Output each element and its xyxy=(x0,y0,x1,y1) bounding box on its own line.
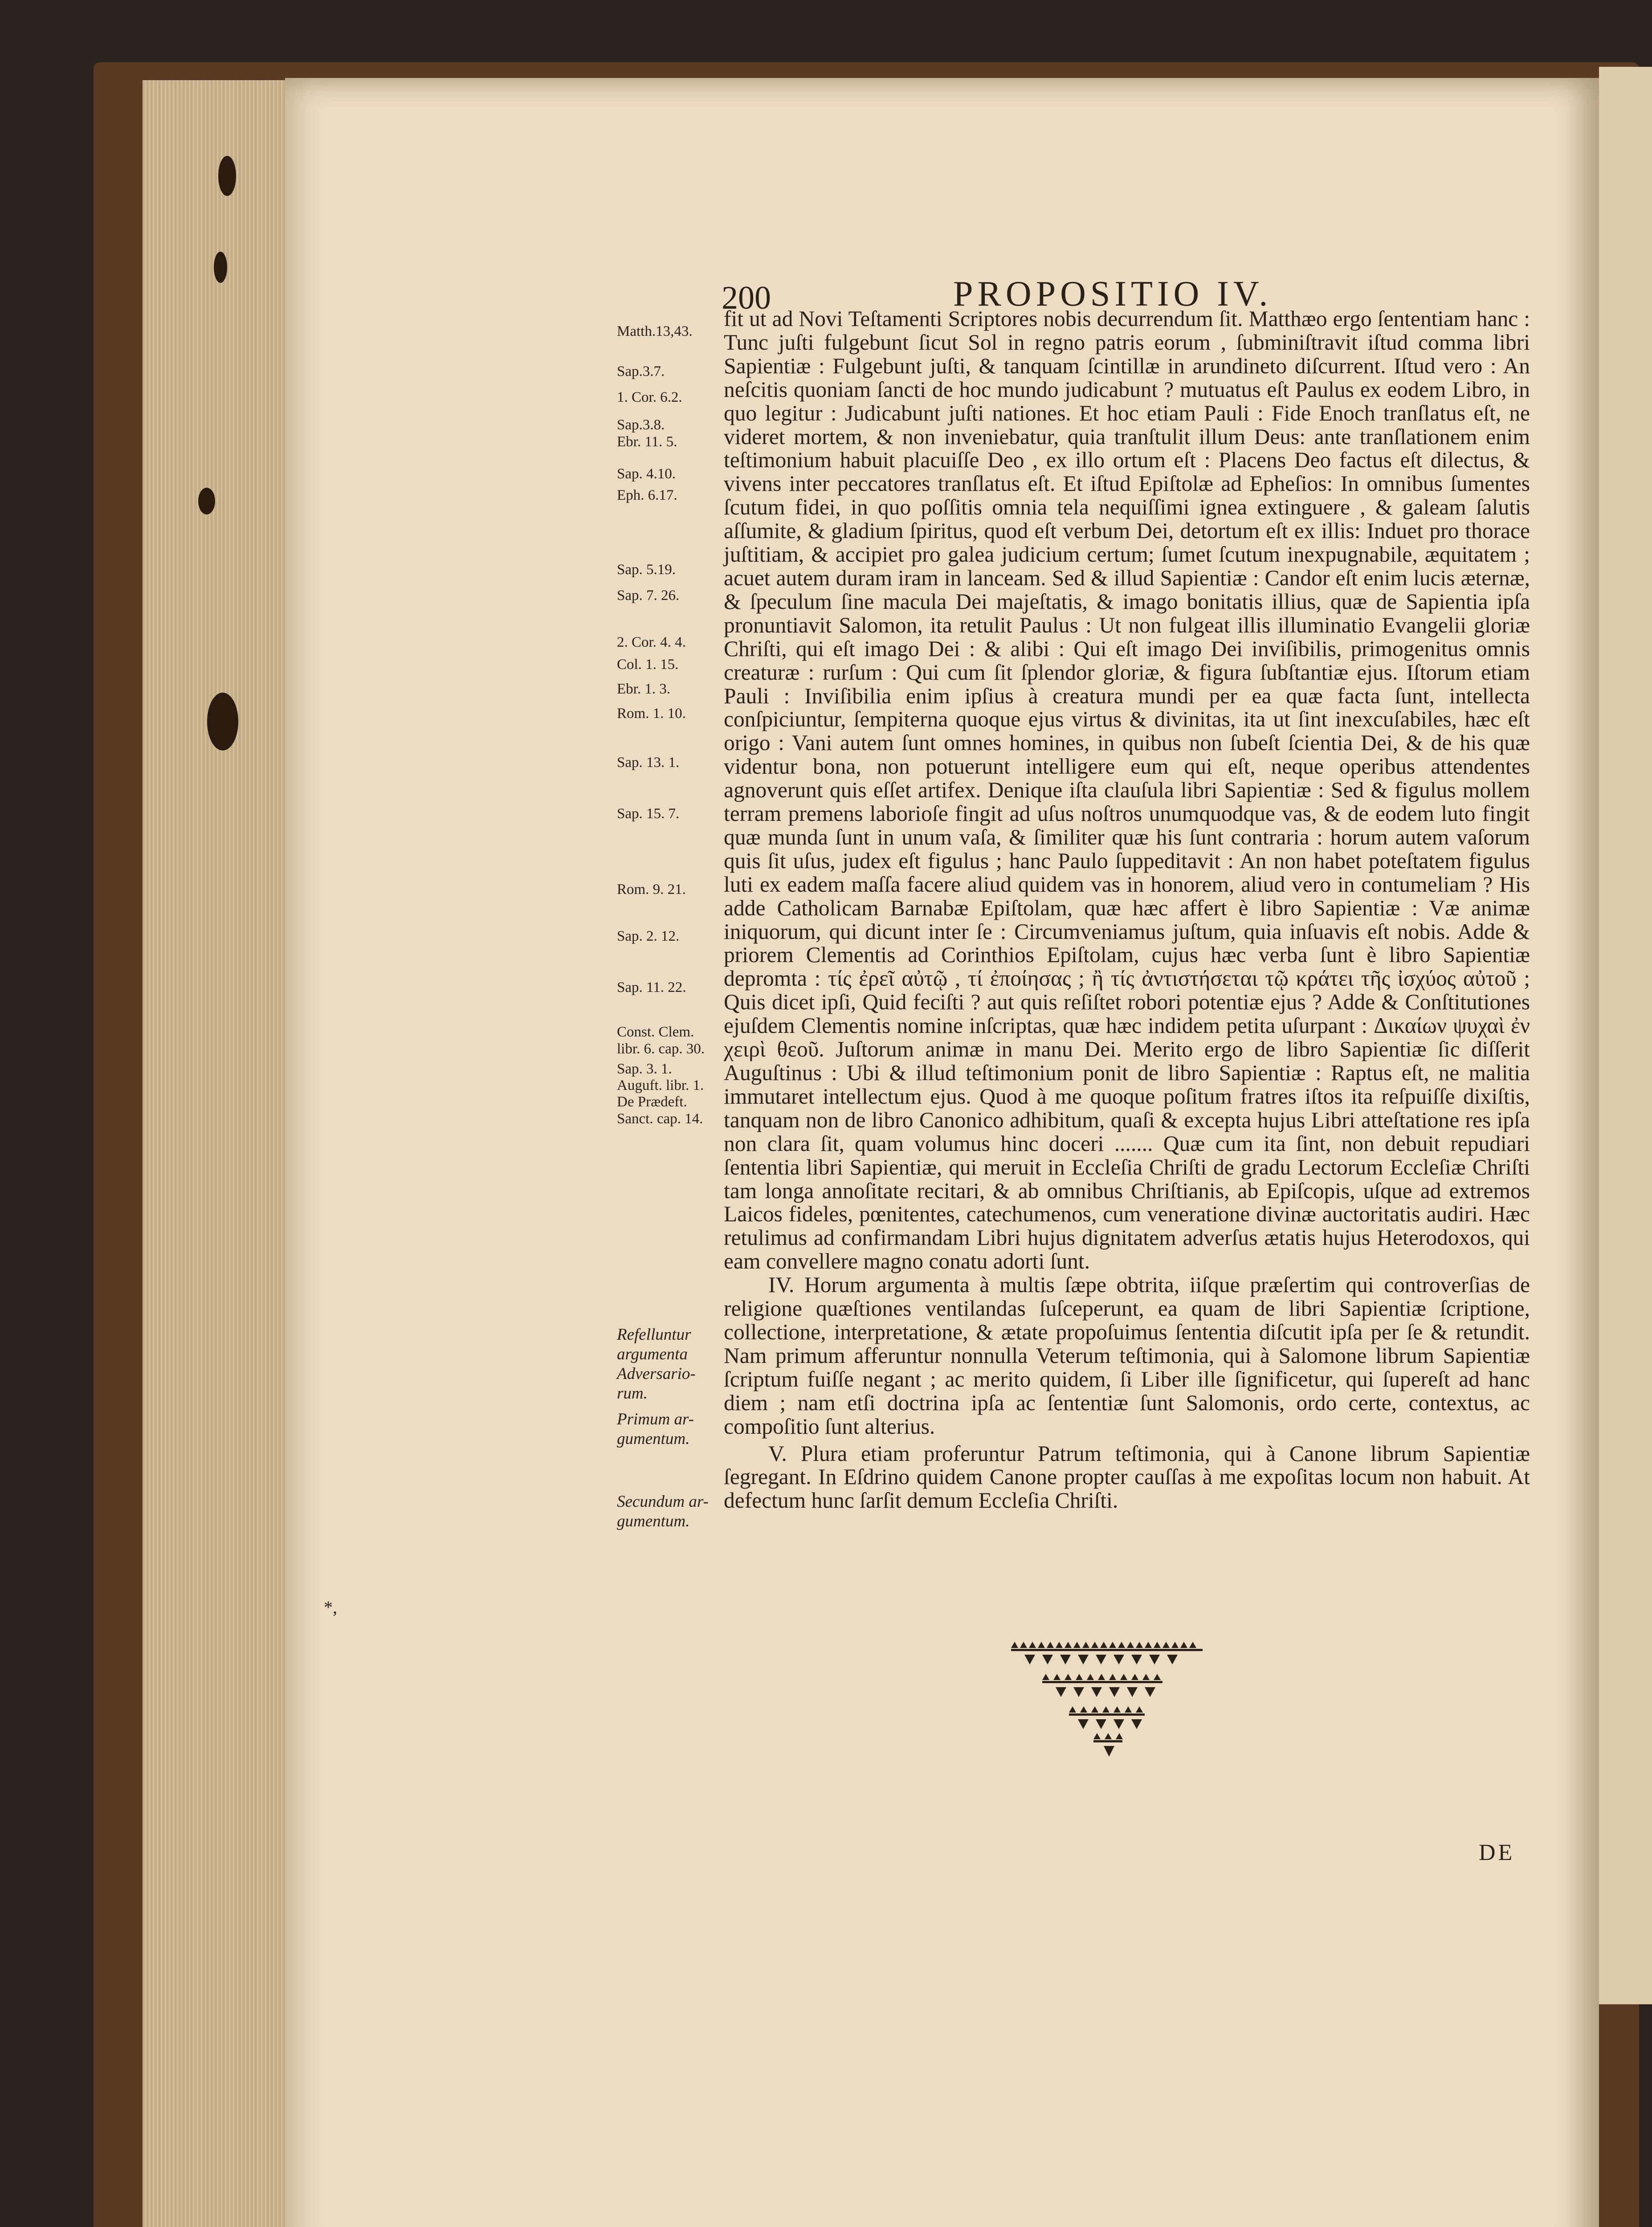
margin-ref: Eph. 6.17. xyxy=(617,487,677,503)
ink-blot xyxy=(198,488,215,514)
side-note-second-argument: Secundum ar-gumentum. xyxy=(617,1493,709,1530)
catchword: DE xyxy=(1479,1840,1515,1865)
margin-ref: 2. Cor. 4. 4. xyxy=(617,634,686,650)
page-edges xyxy=(143,80,290,2227)
paragraph: fit ut ad Novi Teſtamenti Scriptores nobis decurrendum ſit. Matthæo ergo ſententiam hanc : Tunc juſti fulgebunt ſicut Sol in regno patris eorum , ſubminiſtravit iſtud comma libri Sapientiæ : Fulgebunt juſti, & tanquam ſcintillæ in arundineto diſcurrent. Iſtud vero : An neſcitis quoniam ſancti de hoc mundo judicabunt ? mutuatus eſt Paulus ex eodem Libro, in quo legitur : Judicabunt juſti nationes. Et hoc etiam Pauli : Fide Enoch tranſlatus eſt, ne videret mortem, & non inveniebatur, quia tranſtulit illum Deus: ante tranſlationem enim teſtimonium habuit placuiſſe Deo , ex illo ortum eſt : Placens Deo factus eſt dilectus, & vivens inter peccatores tranſlatus eſt. Et iſtud Epiſtolæ ad Epheſios: In omnibus ſumentes ſcutum fidei, in quo poſſitis omnia tela nequiſſimi ignea extinguere , & galeam ſalutis aſſumite, & gladium ſpiritus, quod eſt verbum Dei, detortum eſt ex illis: Induet pro thorace juſtitiam, & accipiet pro galea judicium certum; ſumet ſcutum inexpugnabile, æquitatem ; acuet autem duram iram in lanceam. Sed & illud Sapientiæ : Candor eſt enim lucis æternæ, & ſpeculum ſine macula Dei majeſtatis, & imago bonitatis illius, quæ de Sapientia ipſa pronuntiavit Salomon, ita retulit Paulus : Ut non fulgeat illis illuminatio Evangelii gloriæ Chriſti, qui eſt imago Dei : & alibi : Qui eſt imago Dei inviſibilis, primogenitus omnis creaturæ : rurſum : Qui cum ſit ſplendor gloriæ, & figura ſubſtantiæ ejus. Iſtorum etiam Pauli : Inviſibilia enim ipſius à creatura mundi per ea quæ facta ſunt, intellecta conſpiciuntur, ſempiterna quoque ejus virtus & divinitas, ita ut ſint inexcuſabiles, hæc eſt origo : Vani autem ſunt omnes homines, in quibus non ſubeſt ſcientia Dei, & de his quæ videntur bona, non potuerunt intelligere eum qui eſt, neque operibus attendentes agnoverunt quis eſſet artifex. Denique iſta clauſula libri Sapientiæ : Sed & figulus mollem terram premens laborioſe fingit ad uſus noſtros unumquodque vas, & de eodem luto fingit quæ munda ſunt in unum vaſa, & ſimiliter quæ his ſunt contraria : horum autem vaſorum quis ſit uſus, judex eſt figulus ; hanc Paulo ſuppeditavit : An non habet poteſtatem figulus luti ex eadem maſſa facere aliud quidem vas in honorem, aliud vero in contumeliam ? His adde Catholicam Barnabæ Epiſtolam, quæ hæc affert è libro Sapientiæ : Væ animæ iniquorum, qui dicunt inter ſe : Circumveniamus juſtum, quia inſuavis eſt nobis. Adde & priorem Clementis ad Corinthios Epiſtolam, cujus hæc verba ſunt è libro Sapientiæ depromta : τίς ἐρεῖ αὐτῷ , τί ἐποίησας ; ἢ τίς ἀντιστήσεται τῷ κράτει τῆς ἰσχύος αὐτοῦ ; Quis dicet ipſi, Quid feciſti ? aut quis reſiſtet robori potentiæ ejus ? Adde & Conſtitutiones ejuſdem Clementis nomine inſcriptas, quæ hæc indidem petita uſurpant : Δικαίων ψυχαὶ ἐν χειρὶ θεοῦ. Juſtorum animæ in manu Dei. Merito ergo de libro Sapientiæ ſic diſſerit Auguſtinus : Ubi & illud teſtimonium ponit de libro Sapientiæ : Raptus eſt, ne malitia immutaret intellectum ejus. Quod à me quoque poſitum fratres iſtos ita reſpuiſſe dixiſtis, tanquam non de libro Canonico adhibitum, quaſi & excepta hujus Libri atteſtatione res ipſa non clara ſit, quam volumus hinc doceri ....... Quæ cum ita ſint, non debuit repudiari ſententia libri Sapientiæ, qui meruit in Eccleſia Chriſti de gradu Lectorum Eccleſiæ Chriſti tam longa annoſitate recitari, & ab omnibus Chriſtianis, ab Epiſcopis, uſque ad extremos Laicos fideles, pœnitentes, catechumenos, cum veneratione divinæ auctoritatis audiri. Hæc retulimus ad confirmandam Libri hujus dignitatem adverſus ætatis hujus Heterodoxos, qui eam convellere magno conatu adorti ſunt. xyxy=(724,306,1530,1274)
paragraph: V. Plura etiam proferuntur Patrum teſtimonia, qui à Canone librum Sapientiæ ſegregant. In Eſdrino quidem Canone propter cauſſas à me expoſitas locum non habuit. At defectum hunc ſarſit demum Eccleſia Chriſti. xyxy=(724,1441,1530,1513)
main-text xyxy=(724,307,1530,1513)
margin-ref: libr. 6. cap. 30. xyxy=(617,1041,705,1057)
margin-ref: Matth.13,43. xyxy=(617,323,693,339)
margin-ref: Sap. 2. 12. xyxy=(617,928,680,944)
margin-ref: De Prædeft. xyxy=(617,1094,687,1110)
ink-blot xyxy=(218,156,236,196)
margin-ref: Col. 1. 15. xyxy=(617,657,679,673)
margin-ref: Sap.3.8. xyxy=(617,417,665,433)
margin-ref: Const. Clem. xyxy=(617,1024,694,1040)
margin-ref: Sanct. cap. 14. xyxy=(617,1111,703,1127)
page-number: 200 xyxy=(722,280,771,316)
margin-ref: Sap. 13. 1. xyxy=(617,755,680,771)
margin-ref: 1. Cor. 6.2. xyxy=(617,389,682,405)
ink-blot xyxy=(214,252,227,283)
ink-blot xyxy=(207,693,238,750)
margin-ref: Sap. 7. 26. xyxy=(617,587,680,604)
margin-ref: Auguft. libr. 1. xyxy=(617,1077,704,1093)
margin-ref: Rom. 9. 21. xyxy=(617,881,686,897)
margin-ref: Sap. 4.10. xyxy=(617,466,676,482)
facing-page-edge xyxy=(1599,67,1652,2004)
paragraph: IV. Horum argumenta à multis ſæpe obtrita, iiſque præſertim qui controverſias de religione quæſtiones ventilandas ſuſceperunt, ea quam de libri Sapientiæ ſcriptione, collectione, interpretatione, & ætate propoſuimus ſententia diſcutit ipſa per ſe & retundit. Nam primum afferuntur nonnulla Veterum teſtimonia, qui à Salomone librum Sapientiæ ſcriptum fuiſſe negant ; ac merito quidem, ſi Liber ille ſignificetur, qui ſupereſt ad hanc diem ; nam etſi doctrina ipſa ac ſententiæ ſunt Salomonis, ordo certe, contextus, ac compoſitio ſunt alterius. xyxy=(724,1273,1530,1439)
fleuron-ornament xyxy=(1007,1639,1229,1764)
margin-ref: Sap. 3. 1. xyxy=(617,1061,672,1077)
running-title: PROPOSITIO IV. xyxy=(953,274,1273,314)
margin-ref: Sap.3.7. xyxy=(617,363,665,379)
margin-ref: Sap. 5.19. xyxy=(617,562,676,578)
margin-ref: Ebr. 1. 3. xyxy=(617,681,671,697)
margin-ref: Ebr. 11. 5. xyxy=(617,434,677,450)
margin-ref: Sap. 15. 7. xyxy=(617,806,680,822)
side-note-first-argument: Primum ar-gumentum. xyxy=(617,1410,694,1448)
margin-ref: Sap. 11. 22. xyxy=(617,979,686,995)
stray-mark: *, xyxy=(324,1597,337,1617)
side-note-refutation: Refelluntur argumenta Adversario-rum. xyxy=(617,1326,696,1403)
margin-ref: Rom. 1. 10. xyxy=(617,706,686,722)
